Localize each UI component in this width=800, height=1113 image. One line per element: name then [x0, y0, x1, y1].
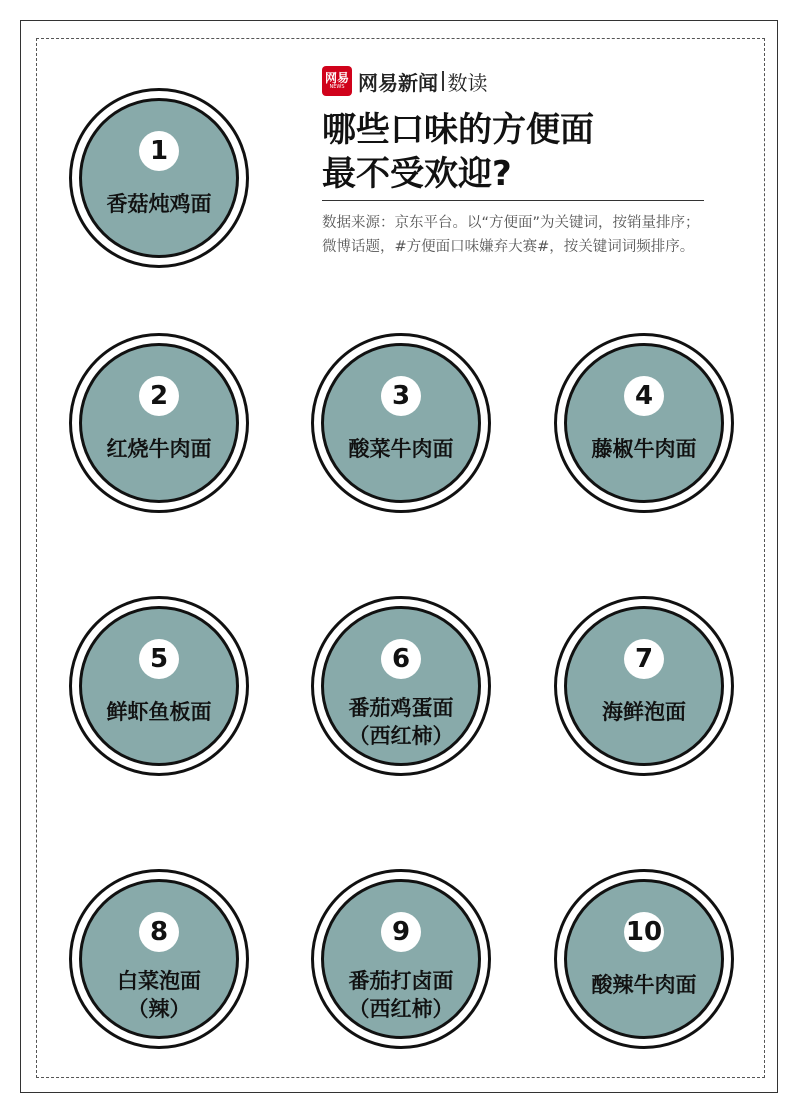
rank-circle-10 [554, 869, 734, 1049]
rank-disc [79, 343, 239, 503]
rank-number: 3 [381, 376, 421, 416]
flavor-label: 海鲜泡面 [602, 700, 686, 724]
rank-disc [321, 879, 481, 1039]
rank-disc [564, 343, 724, 503]
data-source-note: 数据来源：京东平台。以“方便面”为关键词，按销量排序；微博话题，#方便面口味嫌弃大赛#，按关键词词频排序。 [322, 215, 700, 255]
netease-logo [322, 66, 352, 96]
rank-circle-2 [69, 333, 249, 513]
rank-circle-1 [69, 88, 249, 268]
logo-text: 网易 [324, 71, 349, 85]
rank-number: 2 [139, 376, 179, 416]
flavor-label: 白菜泡面 （辣） [117, 969, 201, 1021]
logo-sub: NEWS [329, 84, 345, 90]
rank-disc [564, 879, 724, 1039]
rank-number: 9 [381, 912, 421, 952]
rank-number: 7 [624, 639, 664, 679]
flavor-label: 酸辣牛肉面 [591, 973, 697, 997]
rank-disc [79, 98, 239, 258]
rank-number: 10 [624, 912, 664, 952]
flavor-label: 香菇炖鸡面 [106, 192, 212, 216]
rank-disc [321, 606, 481, 766]
rank-disc [79, 879, 239, 1039]
rank-circle-9 [311, 869, 491, 1049]
flavor-label: 番茄打卤面 （西红柿） [348, 969, 454, 1021]
rank-disc [321, 343, 481, 503]
flavor-label: 酸菜牛肉面 [348, 437, 454, 461]
rank-number: 5 [139, 639, 179, 679]
rank-disc [564, 606, 724, 766]
brand-name: 网易新闻 [358, 70, 438, 95]
flavor-label: 鲜虾鱼板面 [106, 700, 212, 724]
flavor-label: 红烧牛肉面 [106, 437, 212, 461]
brand-separator [442, 71, 444, 91]
rank-circle-4 [554, 333, 734, 513]
flavor-label: 藤椒牛肉面 [591, 437, 697, 461]
flavor-label: 番茄鸡蛋面 （西红柿） [348, 696, 454, 748]
rank-circle-8 [69, 869, 249, 1049]
rank-circle-7 [554, 596, 734, 776]
rank-circle-6 [311, 596, 491, 776]
rank-circle-3 [311, 333, 491, 513]
rank-number: 8 [139, 912, 179, 952]
brand-section: 数读 [447, 70, 488, 95]
rank-number: 6 [381, 639, 421, 679]
title-divider [322, 200, 704, 201]
rank-circle-5 [69, 596, 249, 776]
rank-number: 4 [624, 376, 664, 416]
rank-disc [79, 606, 239, 766]
rank-number: 1 [139, 131, 179, 171]
brand-header [322, 66, 488, 96]
page-title: 哪些口味的方便面 最不受欢迎? [322, 110, 594, 194]
